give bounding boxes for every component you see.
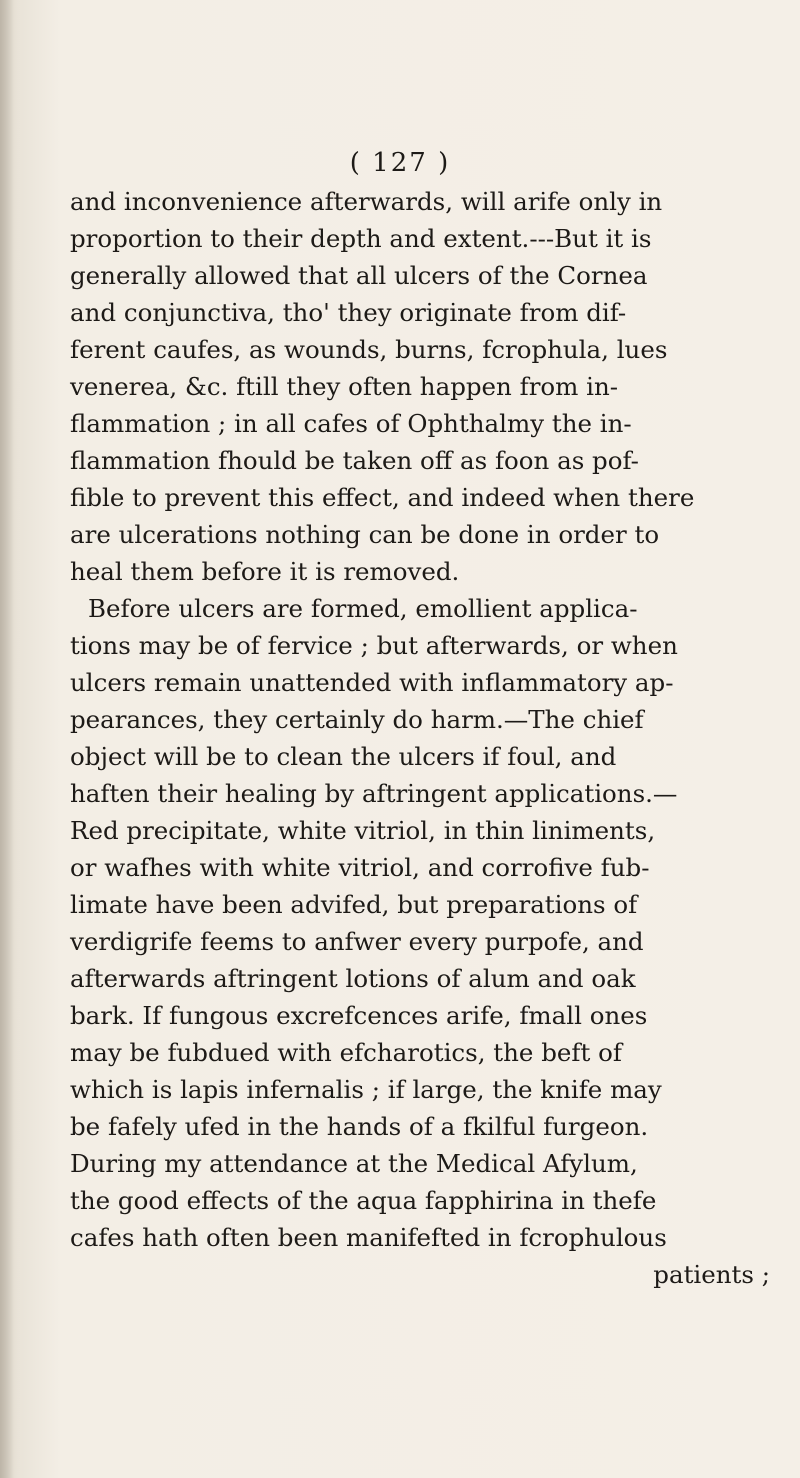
text-line: flammation ; in all cafes of Ophthalmy the in- [70, 409, 632, 438]
text-line: haften their healing by aftringent applications.— [70, 779, 678, 808]
binding-shadow [0, 0, 14, 1478]
text-line: the good effects of the aqua fapphirina in thefe [70, 1186, 657, 1215]
text-line: or wafhes with white vitriol, and corrofive fub- [70, 853, 650, 882]
text-line: afterwards aftringent lotions of alum and oak [70, 964, 636, 993]
text-line: venerea, &c. ftill they often happen from in- [70, 372, 619, 401]
text-line: be fafely ufed in the hands of a fkilful furgeon. [70, 1112, 649, 1141]
text-line: and inconvenience afterwards, will arife only in [70, 187, 663, 216]
text-line: ulcers remain unattended with inflammatory ap- [70, 668, 674, 697]
text-line: proportion to their depth and extent.---But it is [70, 224, 652, 253]
text-line: may be fubdued with efcharotics, the beft of [70, 1038, 622, 1067]
text-line: flammation fhould be taken off as foon as pof- [70, 446, 639, 475]
text-line: generally allowed that all ulcers of the Cornea [70, 261, 648, 290]
text-line: fible to prevent this effect, and indeed when there [70, 483, 695, 512]
text-line: Before ulcers are formed, emollient applica- [88, 594, 638, 623]
text-line: During my attendance at the Medical Afylum, [70, 1149, 638, 1178]
text-line: are ulcerations nothing can be done in order to [70, 520, 660, 549]
text-line: and conjunctiva, tho' they originate from dif- [70, 298, 627, 327]
text-line-catchword: patients ; [653, 1260, 770, 1289]
text-line: tions may be of fervice ; but afterwards, or when [70, 631, 678, 660]
text-line: cafes hath often been manifefted in fcrophulous [70, 1223, 667, 1252]
text-line: verdigrife feems to anfwer every purpofe, and [70, 927, 644, 956]
text-line: which is lapis infernalis ; if large, the knife may [70, 1075, 662, 1104]
text-line: object will be to clean the ulcers if foul, and [70, 742, 617, 771]
text-line: ferent caufes, as wounds, burns, fcrophula, lues [70, 335, 668, 364]
page-number: ( 127 ) [349, 148, 451, 178]
page-header [0, 148, 800, 178]
text-line: pearances, they certainly do harm.—The chief [70, 705, 644, 734]
text-line: bark. If fungous excrefcences arife, fmall ones [70, 1001, 648, 1030]
text-line: limate have been advifed, but preparations of [70, 890, 638, 919]
text-line: Red precipitate, white vitriol, in thin liniments, [70, 816, 656, 845]
text-line: heal them before it is removed. [70, 557, 460, 586]
